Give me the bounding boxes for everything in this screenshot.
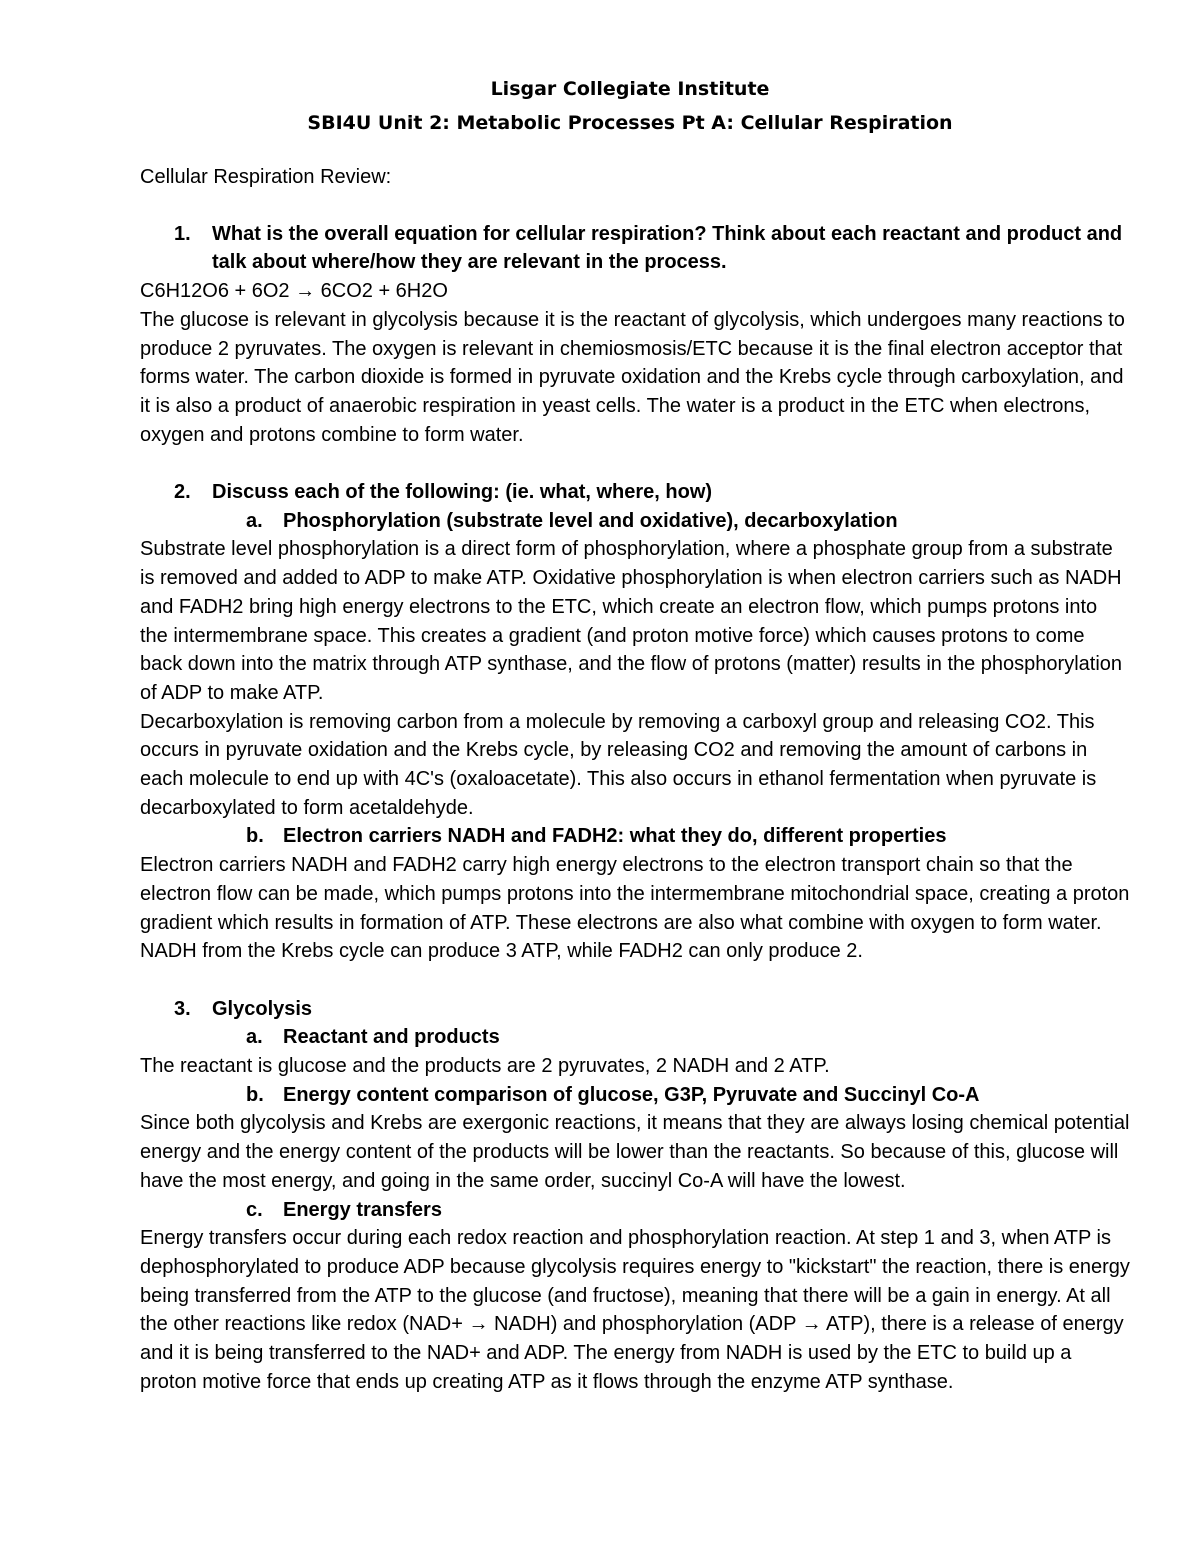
question-3c-letter: c. <box>246 1198 263 1221</box>
question-3a-answer: The reactant is glucose and the products are 2 pyruvates, 2 NADH and 2 ATP. <box>140 1055 830 1078</box>
question-3-number: 3. <box>174 997 191 1020</box>
school-name: Lisgar Collegiate Institute <box>490 78 770 100</box>
question-2a-answer-phosphorylation: Substrate level phosphorylation is a direct form of phosphorylation, where a phosphate group from a substrate is removed and added to ADP to make ATP. Oxidative phosphorylation is when electron carriers such as NADH and FADH2 bring high energy electrons to the ETC, which create an electron flow, which pumps protons into the intermembrane space. This creates a gradient (and proton motive force) which causes protons to come back down into the matrix through ATP synthase, and the flow of protons (matter) results in the phosphorylation of ADP to make ATP. <box>140 538 1123 704</box>
question-3a-letter: a. <box>246 1026 263 1049</box>
question-1 <box>140 220 1130 277</box>
question-2a <box>140 507 1130 536</box>
question-3c-title: Energy transfers <box>283 1198 442 1221</box>
question-3c <box>140 1196 1130 1225</box>
course-title: SBI4U Unit 2: Metabolic Processes Pt A: Cellular Respiration <box>307 112 953 134</box>
section-intro: Cellular Respiration Review: <box>140 166 392 188</box>
question-1-number: 1. <box>174 222 191 245</box>
question-2b-letter: b. <box>246 825 264 848</box>
question-3c-answer: Energy transfers occur during each redox reaction and phosphorylation reaction. At step 1 and 3, when ATP is dephosphorylated to produce ADP because glycolysis requires energy to "kickstart" the reaction, there is energy being transferred from the ATP to the glucose (and fructose), meaning that there will be a gain in energy. At all the other reactions like redox (NAD+ → NADH) and phosphorylation (ADP → ATP), there is a release of energy and it is being transferred to the NAD+ and ADP. The energy from NADH is used by the ETC to build up a proton motive force that ends up creating ATP as it flows through the enzyme ATP synthase. <box>140 1227 1130 1393</box>
question-2b-title: Electron carriers NADH and FADH2: what they do, different properties <box>283 825 947 848</box>
document-header <box>130 72 1130 140</box>
question-2 <box>140 478 1130 507</box>
question-2a-letter: a. <box>246 509 263 532</box>
question-3b-letter: b. <box>246 1083 264 1106</box>
question-1-answer: The glucose is relevant in glycolysis because it is the reactant of glycolysis, which undergoes many reactions to produce 2 pyruvates. The oxygen is relevant in chemiosmosis/ETC because it is the final electron acceptor that forms water. The carbon dioxide is formed in pyruvate oxidation and the Krebs cycle through carboxylation, and it is also a product of anaerobic respiration in yeast cells. The water is a product in the ETC when electrons, oxygen and protons combine to form water. <box>140 308 1125 446</box>
question-2-number: 2. <box>174 481 191 504</box>
question-3 <box>140 995 1130 1024</box>
question-2a-answer-decarboxylation: Decarboxylation is removing carbon from a molecule by removing a carboxyl group and releasing CO2. This occurs in pyruvate oxidation and the Krebs cycle, by releasing CO2 and removing the amount of carbons in each molecule to end up with 4C's (oxaloacetate). This also occurs in ethanol fermentation when pyruvate is decarboxylated to form acetaldehyde. <box>140 710 1097 819</box>
question-2b <box>140 822 1130 851</box>
question-3a <box>140 1023 1130 1052</box>
question-3b-answer: Since both glycolysis and Krebs are exergonic reactions, it means that they are always losing chemical potential energy and the energy content of the products will be lower than the reactants. So because of this, glucose will have the most energy, and going in the same order, succinyl Co-A will have the lowest. <box>140 1112 1130 1192</box>
question-3-text: Glycolysis <box>212 997 313 1020</box>
question-3b-title: Energy content comparison of glucose, G3P, Pyruvate and Succinyl Co-A <box>283 1083 980 1106</box>
question-2-text: Discuss each of the following: (ie. what, where, how) <box>212 481 713 504</box>
document-page <box>140 72 1130 1397</box>
question-1-text: What is the overall equation for cellular respiration? Think about each reactant and product and talk about where/how they are relevant in the process. <box>212 222 1123 274</box>
question-3a-title: Reactant and products <box>283 1026 500 1049</box>
question-2a-title: Phosphorylation (substrate level and oxidative), decarboxylation <box>283 509 898 532</box>
question-3b <box>140 1081 1130 1110</box>
question-1-equation: C6H12O6 + 6O2 → 6CO2 + 6H2O <box>140 280 448 303</box>
question-2b-answer: Electron carriers NADH and FADH2 carry high energy electrons to the electron transport chain so that the electron flow can be made, which pumps protons into the intermembrane mitochondrial space, creating a proton gradient which results in formation of ATP. These electrons are also what combine with oxygen to form water. NADH from the Krebs cycle can produce 3 ATP, while FADH2 can only produce 2. <box>140 854 1130 963</box>
